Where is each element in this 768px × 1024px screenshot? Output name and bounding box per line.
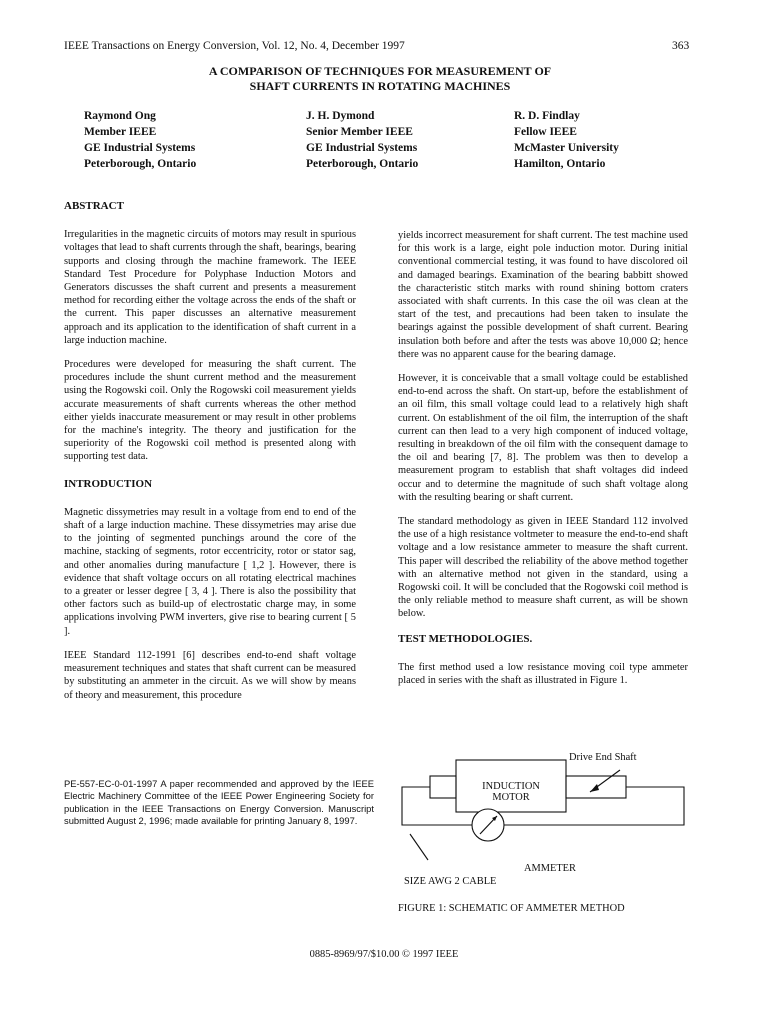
author-grade: Senior Member IEEE — [306, 126, 413, 138]
test-methodologies-heading: TEST METHODOLOGIES. — [398, 632, 533, 645]
author-grade: Fellow IEEE — [514, 126, 577, 138]
drive-end-label: Drive End Shaft — [569, 752, 637, 763]
introduction-paragraph-2: IEEE Standard 112-1991 [6] describes end-to-end shaft voltage measurement techniques and states that shaft current can be measured by substituting an ammeter in the circuit. As we will show by means of theory and measurement, this procedure — [64, 649, 356, 701]
author-name: J. H. Dymond — [306, 110, 375, 122]
author-affiliation: GE Industrial Systems — [84, 142, 196, 154]
running-head: IEEE Transactions on Energy Conversion, Vol. 12, No. 4, December 1997 — [64, 40, 405, 52]
title-line-1: A COMPARISON OF TECHNIQUES FOR MEASUREMENT OF — [208, 64, 552, 78]
cable-pointer — [410, 834, 428, 860]
author-grade: Member IEEE — [84, 126, 157, 138]
right-paragraph-3: The standard methodology as given in IEEE Standard 112 involved the use of a high resistance voltmeter to measure the end-to-end shaft voltage and a low resistance ammeter to measure the shaft current. This paper will described the reliability of the above method together with an alternative method not given in the standard, using a Rogowski coil. It will be concluded that the Rogowski coil method is the only reliable method to measure shaft current, as will be shown below. — [398, 516, 688, 620]
motor-label-line-2: MOTOR — [492, 792, 530, 803]
motor-label — [468, 781, 554, 803]
author-affiliation: GE Industrial Systems — [306, 142, 418, 154]
author-name: R. D. Findlay — [514, 110, 580, 122]
right-paragraph-2: However, it is conceivable that a small voltage could be established end-to-end across the shaft. On start-up, before the establishment of an oil film, this small voltage could lead to a relatively high shaft current. On establishment of the oil film, the interruption of the shaft current can then lead to a very high component of induced voltage, resulting in breakdown of the oil film with the consequent damage to the oil and bearing [7, 8]. The problem was then to develop a measurement program to establish that shaft voltages did indeed occur and to determine the magnitude of such shaft voltage along with the resulting bearing or shaft current. — [398, 373, 688, 503]
author-2 — [306, 108, 418, 172]
author-3 — [514, 108, 619, 172]
author-affiliation: McMaster University — [514, 142, 619, 154]
introduction-paragraph-1: Magnetic dissymetries may result in a voltage from end to end of the shaft of a large induction machine. These dissymetries may arise due to the jointing of segmented punchings around the core of the machine, stacking of segments, rotor eccentricity, rotor or stator sag, and other anomalies during manufacture [ 1,2 ]. However, there is evidence that shaft voltage occurs on all rotating electrical machines to a greater or lesser degree [ 3, 4 ]. There is also the possibility that other factors such as build-up of electrostatic charge may, in some applications involving PWM inverters, give rise to bearing current [ 5 ]. — [64, 506, 356, 637]
author-name: Raymond Ong — [84, 110, 156, 122]
left-column — [64, 200, 356, 713]
right-paragraph-4: The first method used a low resistance moving coil type ammeter placed in series with the shaft as illustrated in Figure 1. — [398, 661, 688, 687]
introduction-heading: INTRODUCTION — [64, 477, 153, 490]
title-line-2: SHAFT CURRENTS IN ROTATING MACHINES — [249, 79, 511, 93]
left-bearing — [430, 776, 456, 798]
author-1 — [84, 108, 196, 172]
cable-label: SIZE AWG 2 CABLE — [404, 876, 497, 887]
abstract-paragraph-2: Procedures were developed for measuring the shaft current. The procedures include the shunt current method and the measurement using the Rogowski coil. Only the Rogowski coil measurement yields accurate measurements of shaft currents whereas the other method either yields inaccurate measurement or may result in other problems for the machine's integrity. The theory and justification for the superiority of the Rogowski coil method is presented along with supporting test data. — [64, 359, 356, 463]
paper-title — [120, 64, 640, 94]
copyright-line: 0885-8969/97/$10.00 © 1997 IEEE — [309, 949, 459, 960]
ammeter-label: AMMETER — [524, 863, 576, 874]
right-column — [398, 229, 688, 698]
author-location: Peterborough, Ontario — [84, 158, 197, 170]
figure-1 — [398, 748, 698, 900]
author-location: Peterborough, Ontario — [306, 158, 419, 170]
page-number: 363 — [672, 40, 690, 52]
abstract-paragraph-1: Irregularities in the magnetic circuits of motors may result in spurious voltages that lead to shaft currents through the shaft, bearings, bearing supports and closing through the machine framework. The IEEE Standard Test Procedure for Polyphase Induction Motors and Generators discusses the shaft current and presents a measurement method for recording either the voltage across the ends of the shaft or the current. This paper discusses an alternative measurement approach and its application to the identification of shaft current in a large induction machine. — [64, 229, 357, 346]
figure-caption: FIGURE 1: SCHEMATIC OF AMMETER METHOD — [398, 903, 625, 914]
footnote: PE-557-EC-0-01-1997 A paper recommended and approved by the IEEE Electric Machinery Committee of the IEEE Power Engineering Society for publication in the IEEE Transactions on Energy Conversion. Manuscript submitted August 2, 1996; made available for printing January 8, 1997. — [64, 778, 374, 827]
wire-left — [402, 787, 472, 825]
motor-label-line-1: INDUCTION — [482, 781, 540, 792]
drive-end-arrow — [590, 784, 599, 792]
author-location: Hamilton, Ontario — [514, 158, 606, 170]
right-paragraph-1: yields incorrect measurement for shaft current. The test machine used for this work is a large, eight pole induction motor. During initial conventional commercial testing, it was found to have discolored oil and damaged bearings. Examination of the bearing babbitt showed the characteristic stitch marks with round shining bottom craters associated with shaft currents. In this case the oil was clean at the start of the test, and precautions had been taken to insulate the bearings against the possible development of shaft current. Bearing insulation both before and after the tests was above 10,000 Ω; hence there was no apparent cause for the bearing damage. — [398, 230, 688, 360]
abstract-heading: ABSTRACT — [64, 200, 124, 212]
